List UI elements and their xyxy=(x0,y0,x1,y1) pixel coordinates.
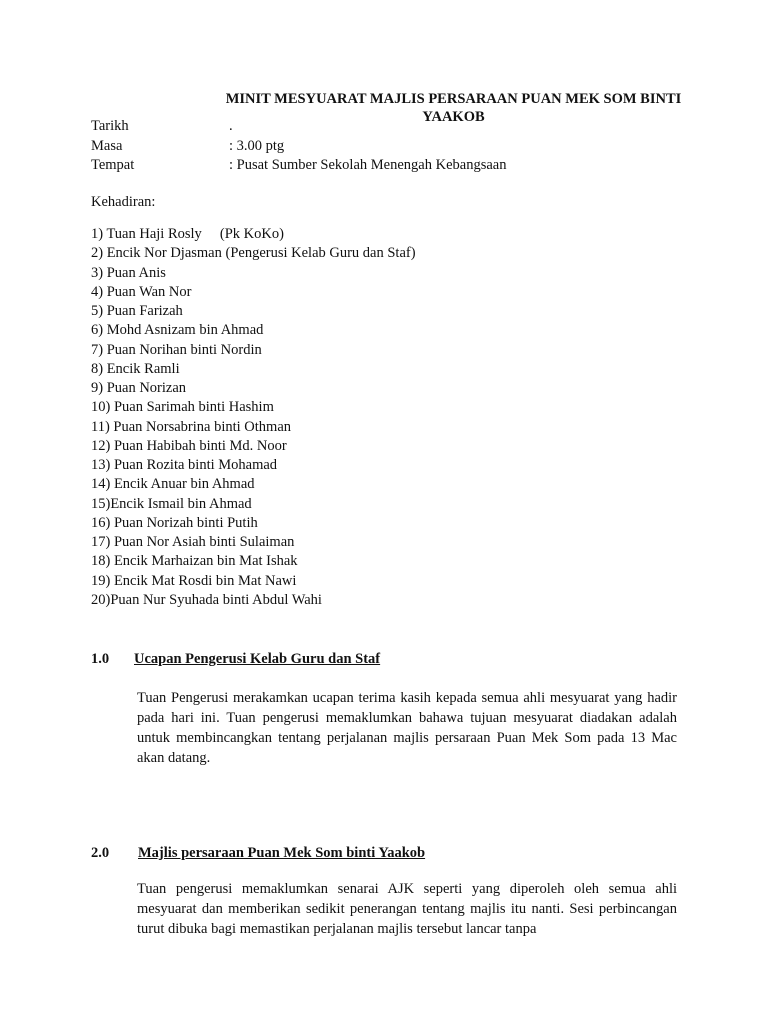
list-item: 8) Encik Ramli xyxy=(91,360,180,377)
list-item: 4) Puan Wan Nor xyxy=(91,283,192,300)
list-item: 14) Encik Anuar bin Ahmad xyxy=(91,476,255,493)
attendance-heading: Kehadiran: xyxy=(91,194,156,210)
section-title: Majlis persaraan Puan Mek Som binti Yaakob xyxy=(138,845,426,861)
list-item: 12) Puan Habibah binti Md. Noor xyxy=(91,437,287,454)
list-item: 9) Puan Norizan xyxy=(91,380,187,396)
list-item: 18) Encik Marhaizan bin Mat Ishak xyxy=(91,553,298,570)
section-heading-1 xyxy=(91,650,381,668)
document-title: MINIT MESYUARAT MAJLIS PERSARAAN PUAN MEK SOM BINTI YAAKOB xyxy=(225,91,682,125)
list-item: 16) Puan Norizah binti Putih xyxy=(91,514,258,531)
meta-row-date xyxy=(91,117,506,137)
list-item: 15)Encik Ismail bin Ahmad xyxy=(91,495,252,512)
attendee-list xyxy=(91,225,416,610)
list-item: 20)Puan Nur Syuhada binti Abdul Wahi xyxy=(91,591,322,608)
list-item: 11) Puan Norsabrina binti Othman xyxy=(91,418,292,435)
meta-row-time xyxy=(91,137,506,157)
section-number: 1.0 xyxy=(91,651,110,667)
meta-value: : Pusat Sumber Sekolah Menengah Kebangsaan xyxy=(229,157,507,173)
list-item: 2) Encik Nor Djasman (Pengerusi Kelab Guru dan Staf) xyxy=(91,245,416,262)
section-title: Ucapan Pengerusi Kelab Guru dan Staf xyxy=(134,651,381,667)
list-item: 7) Puan Norihan binti Nordin xyxy=(91,341,262,358)
section-number: 2.0 xyxy=(91,845,110,861)
list-item: 19) Encik Mat Rosdi bin Mat Nawi xyxy=(91,572,297,589)
list-item: 13) Puan Rozita binti Mohamad xyxy=(91,457,278,473)
meta-value: : 3.00 ptg xyxy=(229,137,285,154)
section-heading-2 xyxy=(91,844,426,862)
list-item: 5) Puan Farizah xyxy=(91,303,183,319)
section-body-2: Tuan pengerusi memaklumkan senarai AJK seperti yang diperoleh oleh semua ahli mesyuarat dan memberikan sedikit penerangan tentang majlis itu nanti. Sesi perbincangan turut dibuka bagi memastikan perjalanan majlis tersebut lancar tanpa xyxy=(137,881,677,937)
meta-label: Masa xyxy=(91,137,123,154)
list-item: 10) Puan Sarimah binti Hashim xyxy=(91,399,274,416)
section-body-1: Tuan Pengerusi merakamkan ucapan terima kasih kepada semua ahli mesyuarat yang hadir pada hari ini. Tuan pengerusi memaklumkan bahawa tujuan mesyuarat diadakan adalah untuk membincangkan tentang perjalanan majlis persaraan Puan Mek Som pada 13 Mac akan datang. xyxy=(137,690,677,766)
list-item: 6) Mohd Asnizam bin Ahmad xyxy=(91,322,264,339)
meta-label: Tempat xyxy=(91,157,135,173)
list-item: 17) Puan Nor Asiah binti Sulaiman xyxy=(91,534,295,550)
list-item: 1) Tuan Haji Rosly (Pk KoKo) xyxy=(91,226,284,242)
meta-row-venue xyxy=(91,156,506,176)
meta-label: Tarikh xyxy=(91,118,129,134)
meta-value: . xyxy=(229,118,233,134)
meeting-details xyxy=(91,117,506,176)
list-item: 3) Puan Anis xyxy=(91,264,166,281)
